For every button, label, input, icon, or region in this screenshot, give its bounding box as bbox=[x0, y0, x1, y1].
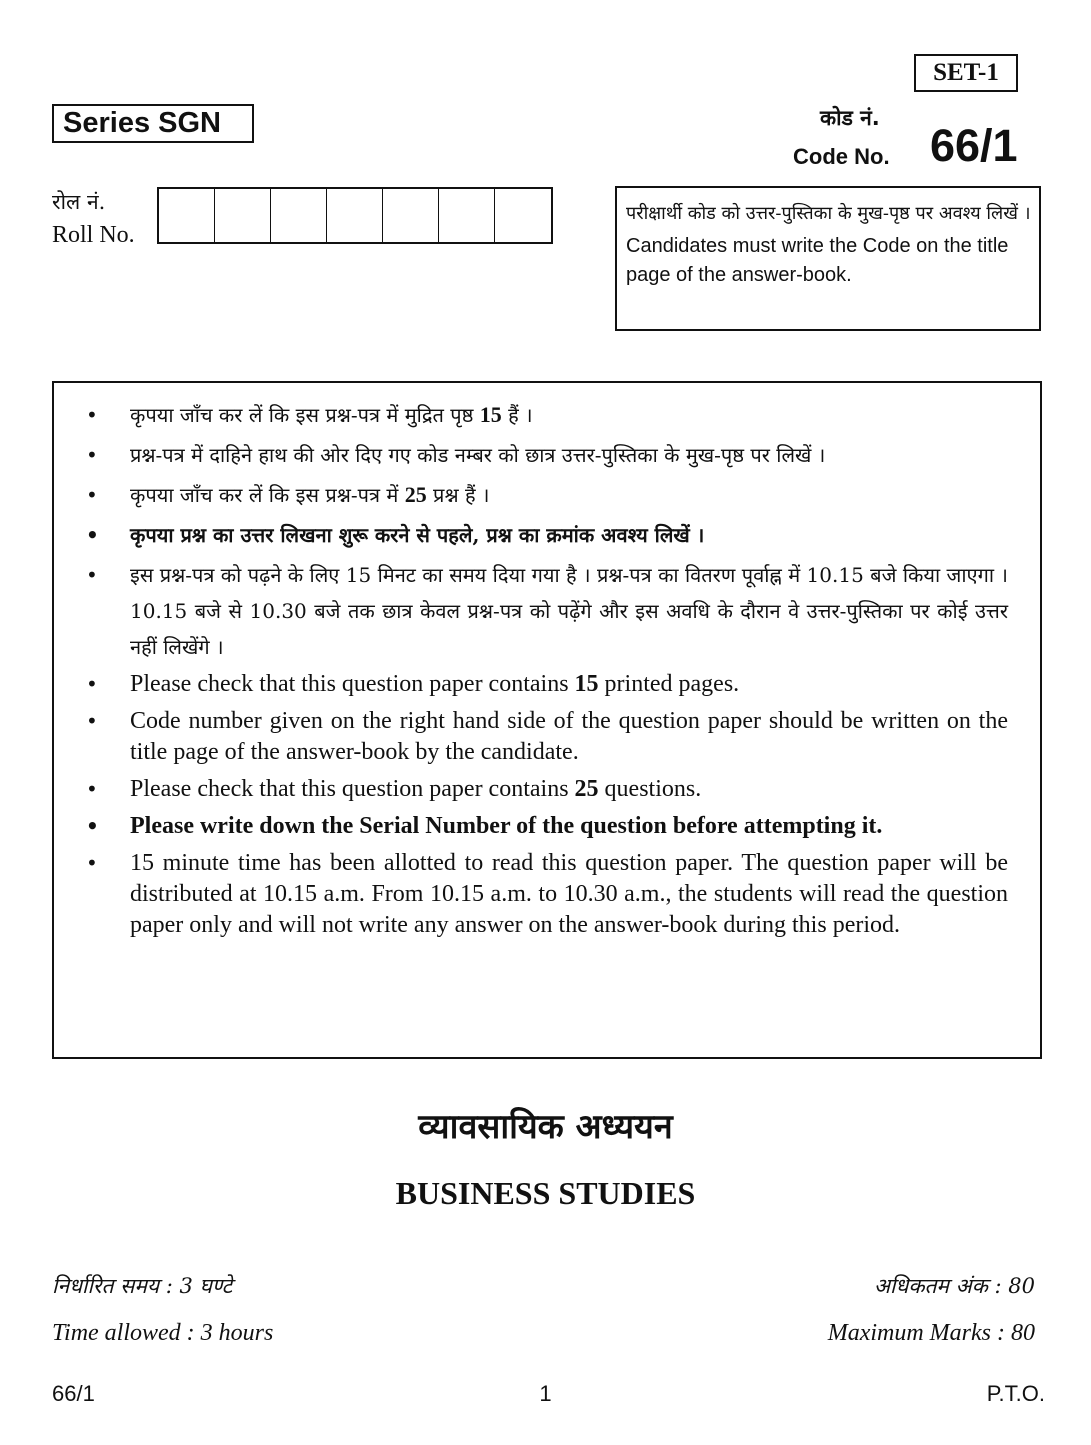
instruction-text: हैं । bbox=[501, 403, 533, 427]
instruction-item bbox=[86, 811, 1008, 842]
instruction-item bbox=[86, 397, 1008, 433]
instruction-text: प्रश्न हैं । bbox=[426, 483, 490, 507]
page-count: 15 bbox=[479, 402, 502, 427]
time-allowed-hindi: निर्धारित समय : 3 घण्टे bbox=[52, 1274, 233, 1298]
candidate-notice-hindi: परीक्षार्थी कोड को उत्तर-पुस्तिका के मुख-पृष्ठ पर अवश्य लिखें । bbox=[626, 203, 1031, 224]
roll-digit-box[interactable] bbox=[439, 189, 495, 242]
page-number: 1 bbox=[539, 1381, 552, 1406]
roll-label-hindi: रोल नं. bbox=[52, 190, 106, 214]
page-count: 15 bbox=[574, 671, 599, 697]
instruction-text: प्रश्न-पत्र में दाहिने हाथ की ओर दिए गए कोड नम्बर को छात्र उत्तर-पुस्तिका के मुख-पृष्ठ पर लिखें । bbox=[130, 443, 826, 467]
instruction-text: Please write down the Serial Number of the question before attempting it. bbox=[130, 813, 883, 839]
roll-digit-box[interactable] bbox=[495, 189, 551, 242]
instruction-text: कृपया जाँच कर लें कि इस प्रश्न-पत्र में मुद्रित पृष्ठ bbox=[130, 403, 480, 427]
instruction-item bbox=[86, 706, 1008, 768]
instruction-text: कृपया प्रश्न का उत्तर लिखना शुरू करने से पहले, प्रश्न का क्रमांक अवश्य लिखें । bbox=[130, 523, 705, 547]
instruction-text: कृपया जाँच कर लें कि इस प्रश्न-पत्र में bbox=[130, 483, 405, 507]
roll-digit-box[interactable] bbox=[271, 189, 327, 242]
candidate-notice-english: Candidates must write the Code on the title page of the answer-book. bbox=[626, 235, 1009, 286]
instructions-box bbox=[52, 381, 1042, 1059]
instruction-item bbox=[86, 774, 1008, 805]
instruction-item bbox=[86, 848, 1008, 941]
maximum-marks-hindi: अधिकतम अंक : 80 bbox=[873, 1274, 1035, 1298]
code-label-hindi: कोड नं. bbox=[820, 106, 880, 130]
instruction-text: Please check that this question paper contains bbox=[130, 671, 575, 697]
instruction-text: Code number given on the right hand side of the question paper should be written on the title page of the answer-book by the candidate. bbox=[130, 708, 1008, 765]
pto-label: P.T.O. bbox=[986, 1381, 1045, 1406]
roll-label: Roll No. bbox=[52, 222, 135, 248]
code-number: 66/1 bbox=[930, 120, 1018, 171]
candidate-notice bbox=[615, 186, 1041, 331]
question-count: 25 bbox=[404, 482, 427, 507]
instruction-text: questions. bbox=[598, 776, 702, 802]
roll-digit-box[interactable] bbox=[327, 189, 383, 242]
code-label: Code No. bbox=[793, 144, 890, 169]
set-label: SET-1 bbox=[914, 54, 1018, 92]
roll-digit-box[interactable] bbox=[215, 189, 271, 242]
roll-number-boxes[interactable] bbox=[157, 187, 553, 244]
instruction-text: 15 minute time has been allotted to read this question paper. The question paper will be distributed at 10.15 a.m. From 10.15 a.m. to 10.30 a.m., the students will read the question paper only and will not write any answer on the answer-book during this period. bbox=[130, 850, 1008, 938]
instruction-item bbox=[86, 557, 1008, 665]
instruction-item bbox=[86, 669, 1008, 700]
instructions-list bbox=[86, 397, 1008, 941]
instruction-item bbox=[86, 477, 1008, 513]
instruction-item bbox=[86, 517, 1008, 553]
time-allowed: Time allowed : 3 hours bbox=[52, 1320, 274, 1346]
instruction-item bbox=[86, 437, 1008, 473]
instruction-text: printed pages. bbox=[598, 671, 740, 697]
footer-code: 66/1 bbox=[52, 1381, 95, 1406]
instruction-text: इस प्रश्न-पत्र को पढ़ने के लिए 15 मिनट का समय दिया गया है । प्रश्न-पत्र का वितरण पूर्वाह्न में 10.15 बजे किया जाएगा । 10.15 बजे से 10.30 बजे तक छात्र केवल प्रश्न-पत्र को पढ़ेंगे और इस अवधि के दौरान वे उत्तर-पुस्तिका पर कोई उत्तर नहीं लिखेंगे । bbox=[130, 563, 1008, 659]
question-count: 25 bbox=[574, 776, 599, 802]
subject-title-hindi: व्यावसायिक अध्ययन bbox=[418, 1107, 673, 1147]
instruction-text: Please check that this question paper contains bbox=[130, 776, 575, 802]
roll-digit-box[interactable] bbox=[383, 189, 439, 242]
roll-digit-box[interactable] bbox=[159, 189, 215, 242]
subject-title: BUSINESS STUDIES bbox=[395, 1175, 696, 1211]
maximum-marks: Maximum Marks : 80 bbox=[827, 1320, 1035, 1346]
series-label: Series SGN bbox=[52, 104, 254, 143]
